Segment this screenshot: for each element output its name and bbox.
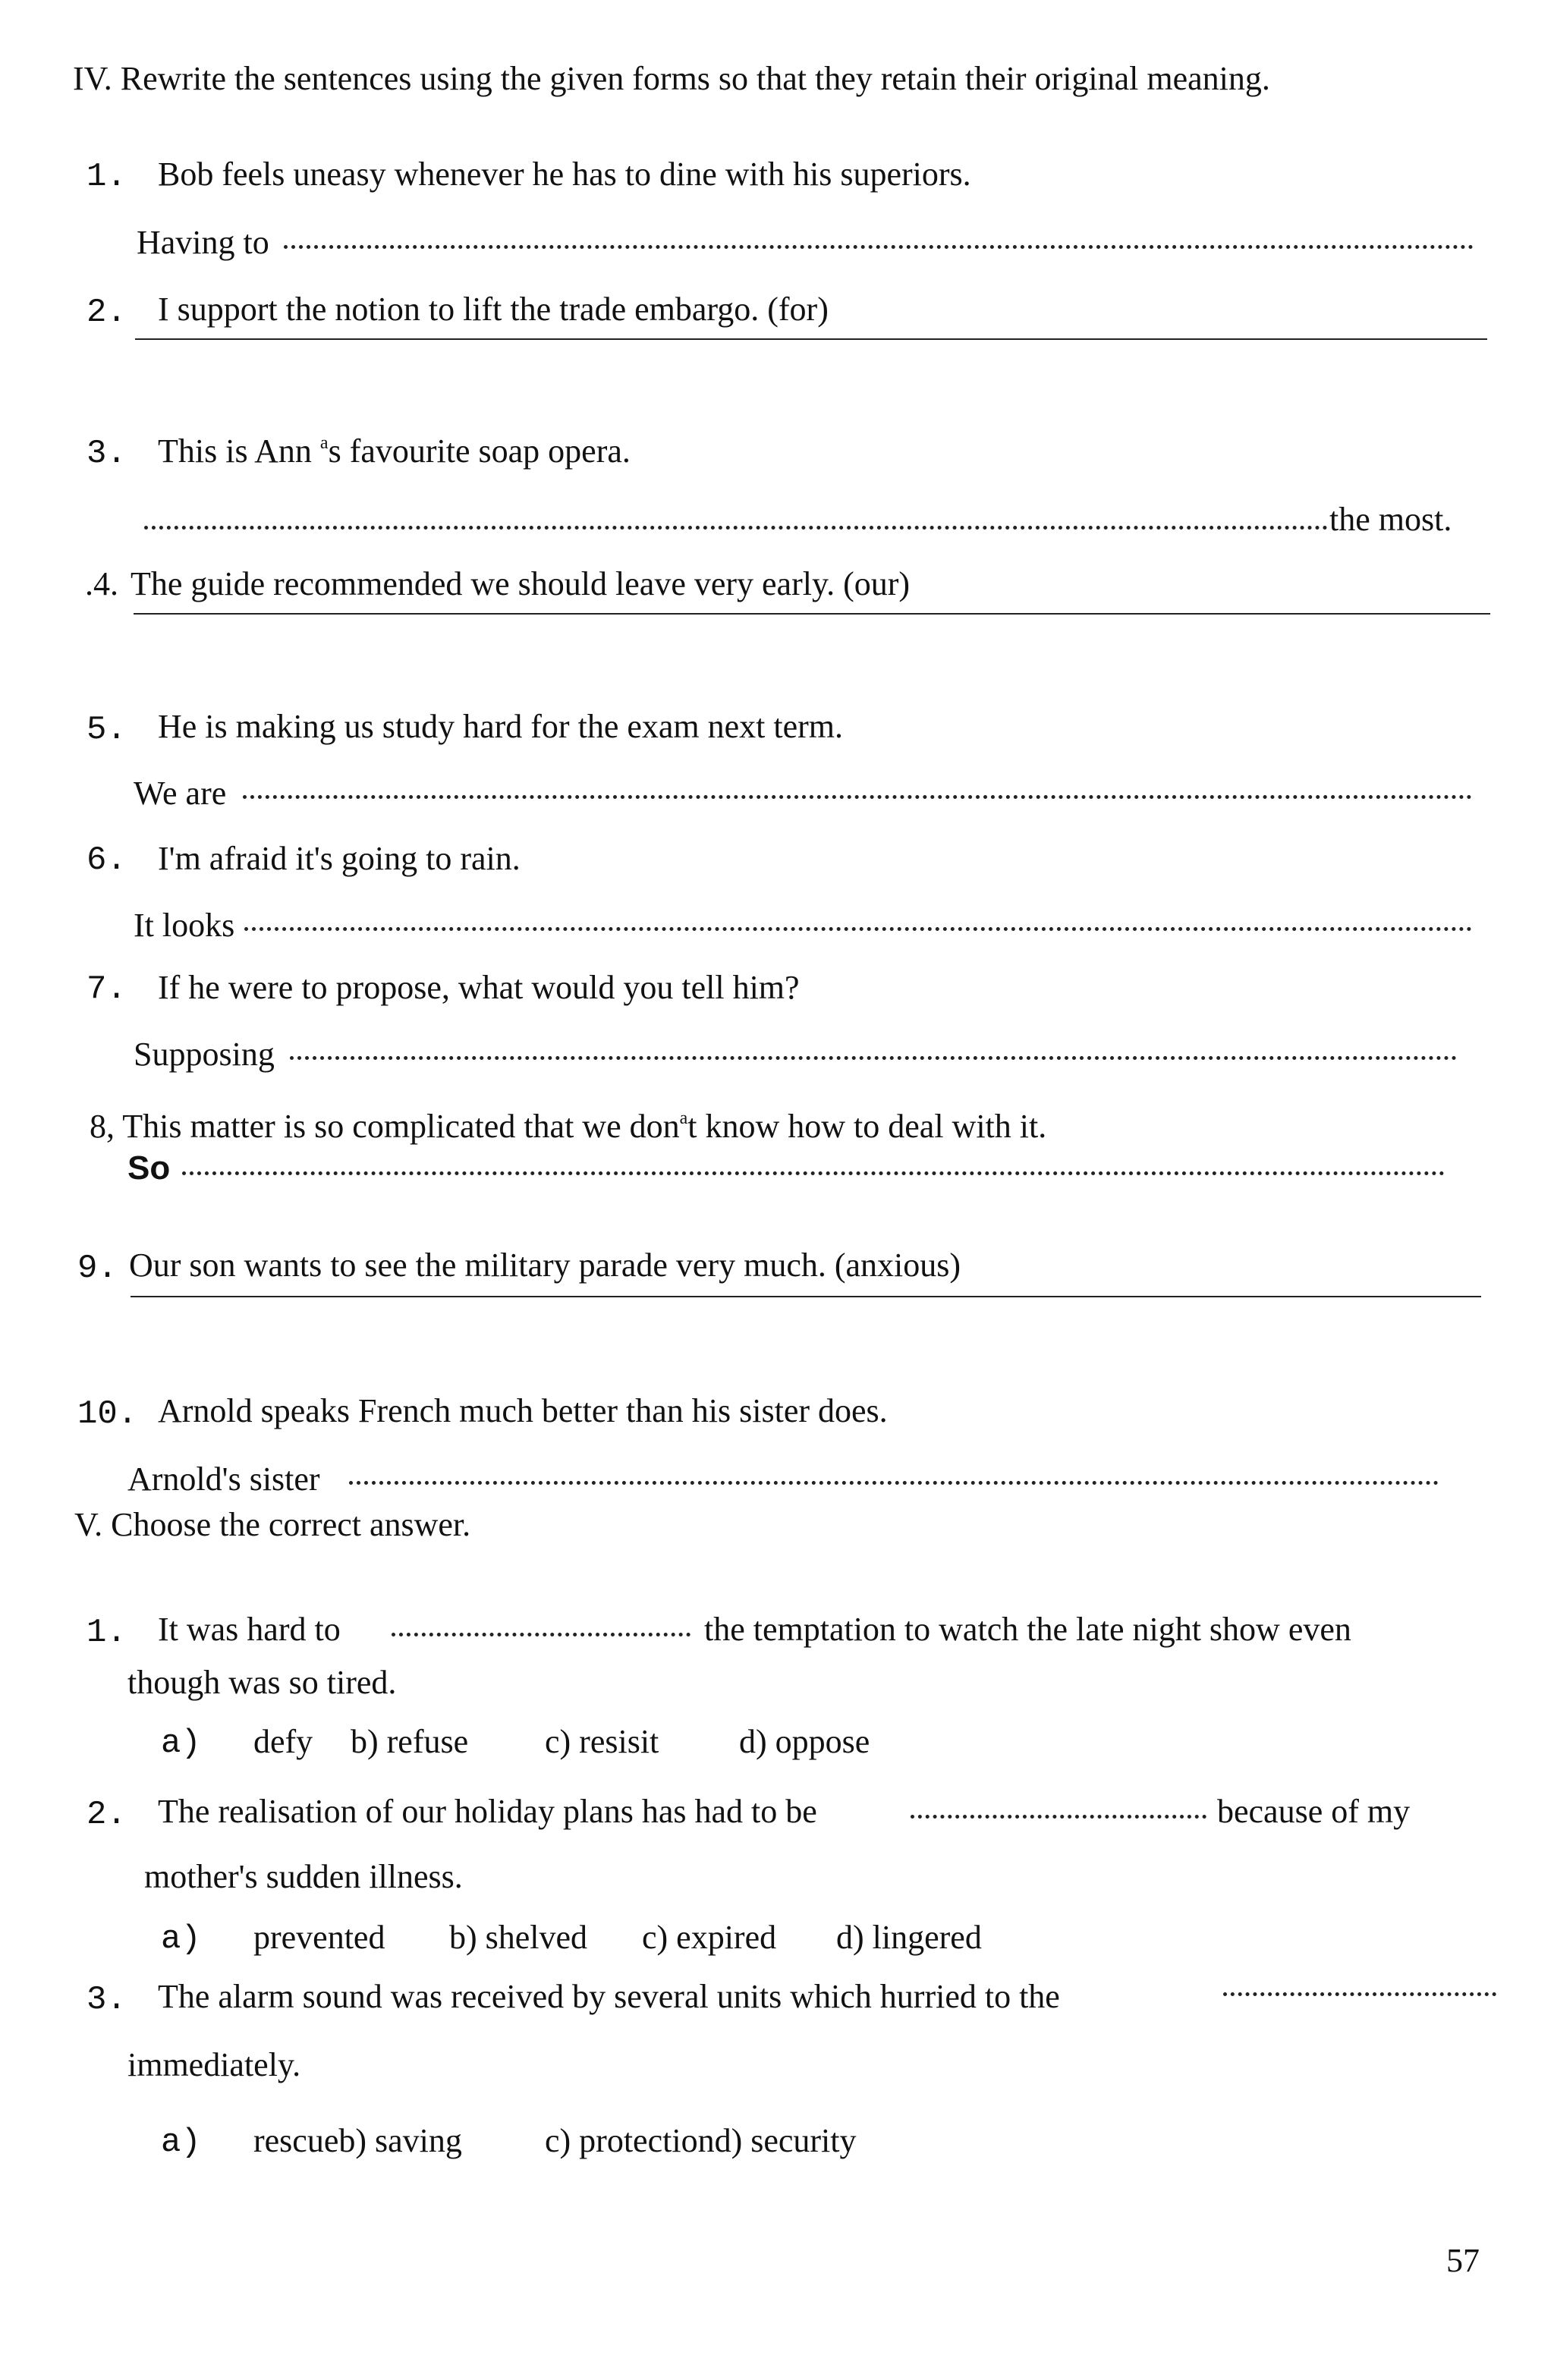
option-label: a) <box>161 2124 201 2161</box>
question-sentence: This is Ann $^a$s favourite soap opera. <box>158 432 631 470</box>
option-a[interactable]: defy <box>253 1723 313 1760</box>
question-text: The realisation of our holiday plans has had to be <box>158 1793 817 1830</box>
answer-prompt: Supposing <box>134 1036 275 1073</box>
answer-line[interactable] <box>135 338 1487 340</box>
option-d[interactable]: d) oppose <box>739 1723 870 1760</box>
answer-prompt: We are <box>134 775 227 812</box>
blank[interactable] <box>1223 1992 1496 1996</box>
option-a[interactable]: rescueb) saving <box>253 2122 462 2159</box>
answer-prompt: It looks <box>134 907 235 944</box>
answer-line[interactable] <box>243 795 1472 799</box>
answer-line[interactable] <box>349 1481 1439 1485</box>
option-a[interactable]: prevented <box>253 1919 385 1956</box>
item-number: 6. <box>87 841 127 879</box>
question-text: The alarm sound was received by several units which hurried to the <box>158 1978 1060 2015</box>
option-label: a) <box>161 1920 201 1958</box>
question-sentence: He is making us study hard for the exam next term. <box>158 708 844 745</box>
item-number: 9. <box>77 1250 118 1287</box>
question-sentence: Arnold speaks French much better than his sister does. <box>158 1392 888 1429</box>
item-number: 7. <box>87 970 127 1008</box>
option-d[interactable]: d) lingered <box>836 1919 982 1956</box>
option-b[interactable]: b) refuse <box>351 1723 469 1760</box>
option-b[interactable]: b) shelved <box>449 1919 588 1956</box>
question-text: because of my <box>1217 1793 1411 1830</box>
answer-prompt: Arnold's sister <box>127 1460 320 1498</box>
question-text: mother's sudden illness. <box>144 1858 463 1895</box>
item-number: 5. <box>87 711 127 749</box>
answer-line[interactable] <box>244 927 1472 931</box>
question-sentence: I'm afraid it's going to rain. <box>158 840 521 877</box>
section-iv-heading: IV. Rewrite the sentences using the given forms so that they retain their original meaning. <box>73 60 1270 97</box>
blank[interactable] <box>392 1633 690 1636</box>
question-text: though was so tired. <box>127 1664 397 1701</box>
question-text: It was hard to <box>158 1611 341 1648</box>
blank[interactable] <box>911 1815 1206 1819</box>
option-c[interactable]: c) resisit <box>545 1723 659 1760</box>
question-text: the temptation to watch the late night show even <box>704 1611 1351 1648</box>
item-number: 3. <box>87 435 127 473</box>
question-sentence: Our son wants to see the military parade very much. (anxious) <box>129 1247 961 1284</box>
question-sentence: I support the notion to lift the trade embargo. (for) <box>158 291 829 328</box>
question-sentence: 8, This matter is so complicated that we don$^a$t know how to deal with it. <box>90 1108 1047 1145</box>
item-number: 1. <box>87 158 127 196</box>
option-label: a) <box>161 1724 201 1762</box>
question-sentence: The guide recommended we should leave very early. (our) <box>131 565 911 602</box>
item-number: 2. <box>87 1796 127 1834</box>
question-sentence: If he were to propose, what would you tell him? <box>158 969 800 1006</box>
item-number: 3. <box>87 1981 127 2019</box>
answer-prompt: So <box>127 1149 171 1187</box>
section-v-heading: V. Choose the correct answer. <box>74 1506 471 1543</box>
page-number: 57 <box>1446 2242 1480 2279</box>
item-number: 10. <box>77 1395 138 1433</box>
answer-suffix: the most. <box>1329 501 1452 538</box>
answer-line[interactable] <box>144 526 1328 530</box>
question-text: immediately. <box>127 2046 301 2083</box>
answer-line[interactable] <box>134 613 1490 615</box>
option-c[interactable]: c) expired <box>642 1919 777 1956</box>
question-sentence: Bob feels uneasy whenever he has to dine with his superiors. <box>158 156 971 193</box>
answer-line[interactable] <box>131 1296 1481 1297</box>
answer-line[interactable] <box>182 1171 1445 1175</box>
item-number: .4. <box>85 565 118 602</box>
answer-prompt: Having to <box>137 224 269 261</box>
item-number: 1. <box>87 1614 127 1652</box>
answer-line[interactable] <box>284 245 1474 249</box>
answer-line[interactable] <box>290 1056 1457 1060</box>
option-c[interactable]: c) protectiond) security <box>545 2122 857 2159</box>
item-number: 2. <box>87 294 127 332</box>
